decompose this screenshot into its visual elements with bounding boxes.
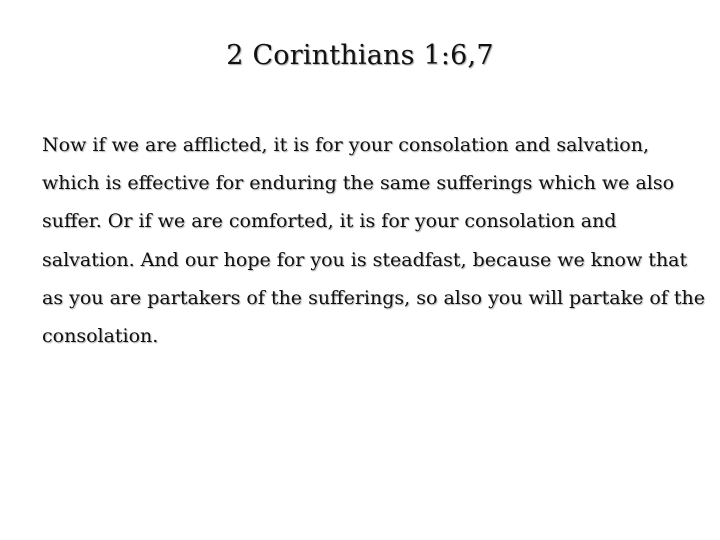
slide-title: 2 Corinthians 1:6,7 (226, 40, 494, 71)
scripture-line: salvation. And our hope for you is steadfast, because we know that (42, 248, 688, 271)
scripture-text (42, 126, 706, 355)
scripture-line: consolation. (42, 325, 159, 348)
scripture-line: as you are partakers of the sufferings, so also you will partake of the (42, 286, 706, 309)
scripture-line: which is effective for enduring the same sufferings which we also (42, 172, 675, 195)
scripture-line: suffer. Or if we are comforted, it is for your consolation and (42, 210, 617, 233)
scripture-line: Now if we are afflicted, it is for your consolation and salvation, (42, 134, 649, 156)
